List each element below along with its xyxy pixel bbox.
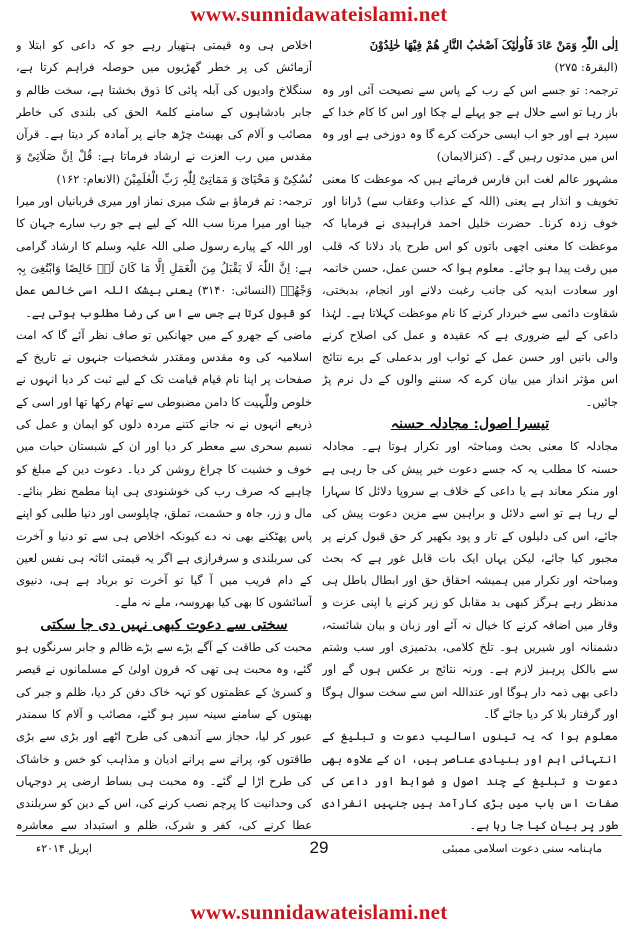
left-column (16, 34, 312, 834)
issue-date: اپریل ۲۰۱۴ء (36, 842, 92, 855)
quranic-verse: اِلٰی اللّٰہِ وَمَنْ عَادَ فَاُولٰئِکَ اَصْحٰبُ النَّارِ ھُمْ فِیْھَا خٰلِدُوْنَ (369, 38, 618, 52)
paragraph: ماضی کے جھرو کے میں جھانکیں تو صاف نظر آئے گا کہ امت اسلامیہ کی وہ مقدس ومقتدر شخصیات جنہوں نے تاریخ کے صفحات پر اپنا نام قیام قیامت تک کے لیے ثبت کر دیا انہوں نے خلوص وللّٰہیت کا دامن مضبوطی سے تھام رکھا تھا اور اسی کے ذریعے انہوں نے نہ جانے کتنے مردہ دلوں کو ایمان و عمل کی نسیم سحری سے معطر کر دیا اور ان کے شبستان حیات میں خوف و خشیت کا چراغ روشن کر دیا۔ دعوت دین کے مبلغ کو چاہیے کہ صرف رب کی خوشنودی ہی اپنا مطمح نظر بنائے۔ مال و زر، جاہ و حشمت، تملق، چاپلوسی اور دنیا طلبی کو اپنے پاس پھٹکنے بھی نہ دے کیونکہ اخلاص ہی سے تو دنیا و آخرت کی سربلندی و سرفرازی ہے اگر یہ قیمتی اثاثہ ہی نفس لعین کے دام فریب میں آ گیا تو آخرت تو برباد ہے ہی، دنیوی آسائشوں کا بھی کیا بھروسہ، ملے نہ ملے۔ (16, 327, 312, 610)
footer-divider (16, 835, 622, 836)
paragraph: محبت کی طاقت کے آگے بڑے سے بڑے ظالم و جابر سرنگوں ہو گئے، وہ محبت ہی تھی کہ قرون اولیٰ کے مسلمانوں نے قیصر و کسریٰ کے عظمتوں کو تہہ خاک دفن کر دیا، ظلم و جبر کی بھیتوں کے سامنے سینہ سپر ہو گئے، مصائب و آلام کا سمندر عبور کر لیا، حجاز سے آندھی کی طرح اٹھے اور بڑی سے بڑی طاقتوں کو، پرانے سے پرانے ادیان و مذاہب کو خس و خاشاک کی طرح اڑا لے گئے۔ وہ محبت ہی بساط ارضی پر دوجہاں کی وحدانیت کا پرچم نصب کرنے کی، اس کے دین کو سربلندی عطا کرنے کی، کفر و شرک، ظلم و استبداد سے معاشرہ (16, 640, 312, 833)
right-column (322, 34, 618, 834)
paragraph: مجادلہ کا معنی بحث ومباحثہ اور تکرار ہوتا ہے۔ مجادلہ حسنہ کا مطلب یہ کہ جسے دعوت خیر پیش کی جا رہی ہے اور منکر معاند ہے یا داعی کے خلاف بے سروپا دلائل کا سہارا لے رہا ہے تو اسے دلائل و براہین سے مزین دعوت پیش کی جائے، اس کی دلیلوں کے تار و پود بکھیر کر حق قبول کرنے پر مجبور کیا جائے، لیکن یہاں ایک بات قابل غور ہے کہ بحث ومباحثہ اور تکرار میں ہمیشہ احقاق حق اور ابطال باطل ہی مدنظر رہے ہرگز کبھی بد مقابل کو زیر کرنے یا اپنی عزت و وقار میں اضافہ کرنے کا خیال نہ آئے اور زبان و بیان شائستہ، دشمنانہ اور شیریں ہو۔ تلخ کلامی، بدتمیزی اور سب وشتم سے بالکل پرہیز لازم ہے۔ ورنہ نتائج بر عکس ہوں گے اور داعی بھی ذمہ دار ہوگا اور عنداللہ اس سے سخت سوال ہوگا اور گرفتار بلا کر دیا جائے گا۔ (322, 439, 618, 721)
paragraph: ترجمہ: تم فرماؤ بے شک میری نماز اور میری قربانیاں اور میرا جینا اور میرا مرنا سب اللہ کے لیے ہے جو رب سارے جہان کا اور اللہ کے پیارے رسول صلی اللہ علیہ وسلم کا ارشاد گرامی ہے: اِنَّ اللّٰہَ لَا یَقْبَلُ مِنَ الْعَمَلِ اِلَّا مَا کَانَ لَہٗ خَالِصًا وَابْتُغِیَ بِہٖ وَجْھُہٗ (النسائی: ۳۱۴۰) یعنی بیشک اللہ اسی خالص عمل کو قبول کرتا ہے جس سے اس کی رضا مطلوب ہوتی ہے۔ (16, 194, 312, 320)
watermark-bottom: www.sunnidawateislami.net (190, 900, 448, 924)
paragraph: (البقرۃ: ۲۷۵) (554, 60, 618, 75)
paragraph: ترجمہ: تو جسے اس کے رب کے پاس سے نصیحت آئی اور وہ باز رہا تو اسے حلال ہے جو پہلے لے چکا اور اس کا کام خدا کے سپرد ہے اور جو اب ایسی حرکت کرے گا وہ دوزخی ہے اور وہ اس میں مدتوں رہیں گے۔ (کنزالایمان) (322, 82, 618, 164)
page-footer (16, 838, 622, 862)
paragraph: اخلاص ہی وہ قیمتی ہتھیار رہے جو کہ داعی کو ابتلا و آزمائش کی پر خطر گھڑیوں میں حوصلہ فراہم کرتا ہے، سنگلاخ وادیوں کی آبلہ پائی کا ذوق بخشتا ہے، سخت ظالم و جابر بادشاہوں کے سامنے کلمۃ الحق کی بلندی کی خاطر مصائب و آلام کی بھینٹ چڑھ جانے پر آمادہ کر دیتا ہے۔ قرآن مقدس میں رب العزت نے ارشاد فرماتا ہے: قُلْ اِنَّ صَلَاتِیْ وَ نُسُکِیْ وَ مَحْیَایَ وَ مَمَاتِیْ لِلّٰہِ رَبِّ الْعٰلَمِیْنَ (الانعام: ۱۶۲) (16, 38, 312, 186)
paragraph: مشہور عالم لغت ابن فارس فرماتے ہیں کہ موعظت کا معنی تخویف و انذار ہے یعنی (اللہ کے عذاب وعقاب سے) ڈرانا اور خوف زدہ کرنا۔ حضرت خلیل احمد فراہیدی نے فرمایا کہ موعظت کا معنی اچھی باتوں کو اس طرح یاد دلانا کہ قلب میں رقت پیدا ہو جائے۔ معلوم ہوا کہ حسن عمل، حسن خاتمہ اور سعادت ابدیہ کی جانب رغبت دلانے اور انجام، بدبختی، شقاوت دائمی سے خبردار کرنے کا نام موعظت کہلاتا ہے۔ لہٰذا داعی کے لیے ضروری ہے کہ عقیدہ و عمل کی اصلاح کرنے والی باتیں اور حسن عمل کے ثواب اور بدعملی کے برے نتائج اس مؤثر انداز میں بیان کرے کہ سننے والوں کے دل نرم پڑ جائیں۔ (322, 171, 618, 409)
section-heading: سختی سے دعوت کبھی نہیں دی جا سکتی (40, 616, 288, 633)
page-number: 29 (309, 838, 329, 857)
watermark-top: www.sunnidawateislami.net (190, 2, 448, 26)
magazine-name: ماہنامہ سنی دعوت اسلامی ممبئی (442, 842, 602, 855)
paragraph: معلوم ہوا کہ یہ تینوں اسالیب دعوت و تبلیغ کے انتہائی اہم اور بنیادی عناصر ہیں، ان کے علاوہ بھی دعوت و تبلیغ کے چند اصول و ضوابط اور داعی کی صفات اس باب میں بڑی کارآمد ہیں جنہیں انفرادی طور پر بیان کیا جا رہا ہے۔ (322, 729, 618, 833)
section-heading: تیسرا اصول: مجادلہ حسنہ (390, 416, 550, 433)
